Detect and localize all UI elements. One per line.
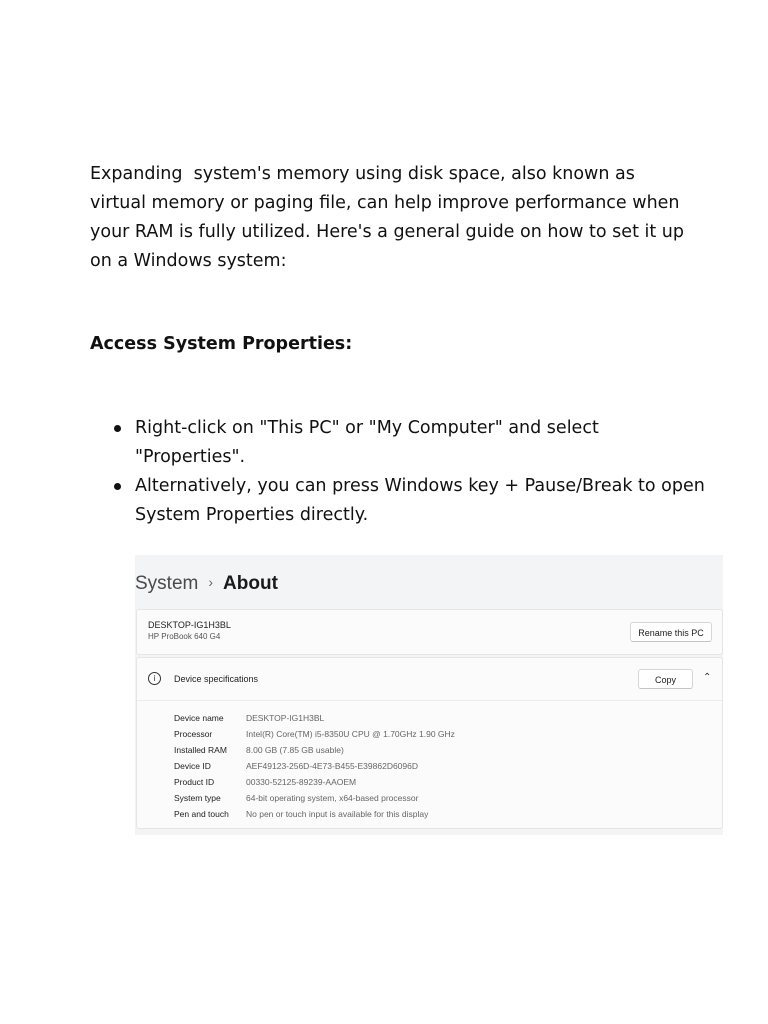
bullet-icon: [114, 483, 121, 490]
device-specifications-card: [136, 657, 723, 829]
chevron-up-icon[interactable]: ⌃: [703, 672, 712, 683]
pc-name: DESKTOP-IG1H3BL: [148, 620, 231, 630]
spec-value: AEF49123-256D-4E73-B455-E39862D6096D: [246, 761, 419, 771]
spec-key: Device ID: [174, 761, 211, 771]
list-item: [112, 472, 712, 530]
spec-row: [174, 742, 455, 758]
page-title: About: [223, 573, 278, 594]
breadcrumb: [135, 573, 278, 595]
spec-list: [174, 710, 455, 822]
spec-row: [174, 806, 455, 822]
spec-value: Intel(R) Core(TM) i5-8350U CPU @ 1.70GHz 1.90 GHz: [246, 729, 455, 739]
bullet-list: [112, 414, 712, 530]
spec-value: 8.00 GB (7.85 GB usable): [246, 745, 344, 755]
spec-row: [174, 726, 455, 742]
spec-value: DESKTOP-IG1H3BL: [246, 713, 325, 723]
spec-value: 64-bit operating system, x64-based processor: [246, 793, 419, 803]
device-specifications-header[interactable]: [137, 658, 722, 701]
section-heading: Access System Properties:: [90, 334, 353, 354]
list-item-text: Alternatively, you can press Windows key + Pause/Break to open System Properties directly.: [135, 476, 705, 525]
spec-row: [174, 774, 455, 790]
spec-value: No pen or touch input is available for this display: [246, 809, 429, 819]
rename-pc-button[interactable]: Rename this PC: [630, 622, 712, 642]
spec-key: Processor: [174, 729, 213, 739]
bullet-icon: [114, 425, 121, 432]
spec-key: Installed RAM: [174, 745, 227, 755]
spec-row: [174, 758, 455, 774]
system-about-screenshot: [135, 555, 723, 835]
intro-paragraph: Expanding system's memory using disk space, also known as virtual memory or paging file, can help improve performance when your RAM is fully utilized. Here's a general guide on how to set it up on a Windows system:: [90, 164, 690, 271]
breadcrumb-system[interactable]: System: [135, 573, 199, 594]
spec-value: 00330-52125-89239-AAOEM: [246, 777, 357, 787]
spec-key: Pen and touch: [174, 809, 229, 819]
pc-name-card: [136, 609, 723, 655]
pc-model: HP ProBook 640 G4: [148, 632, 221, 641]
spec-row: [174, 710, 455, 726]
copy-button[interactable]: Copy: [638, 669, 693, 689]
spec-key: Device name: [174, 713, 224, 723]
device-specifications-title: Device specifications: [174, 674, 259, 684]
spec-key: Product ID: [174, 777, 215, 787]
spec-key: System type: [174, 793, 221, 803]
list-item: [112, 414, 712, 472]
spec-row: [174, 790, 455, 806]
info-icon: i: [148, 672, 161, 685]
list-item-text: Right-click on "This PC" or "My Computer" and select "Properties".: [135, 418, 599, 467]
chevron-right-icon: ›: [208, 574, 214, 590]
